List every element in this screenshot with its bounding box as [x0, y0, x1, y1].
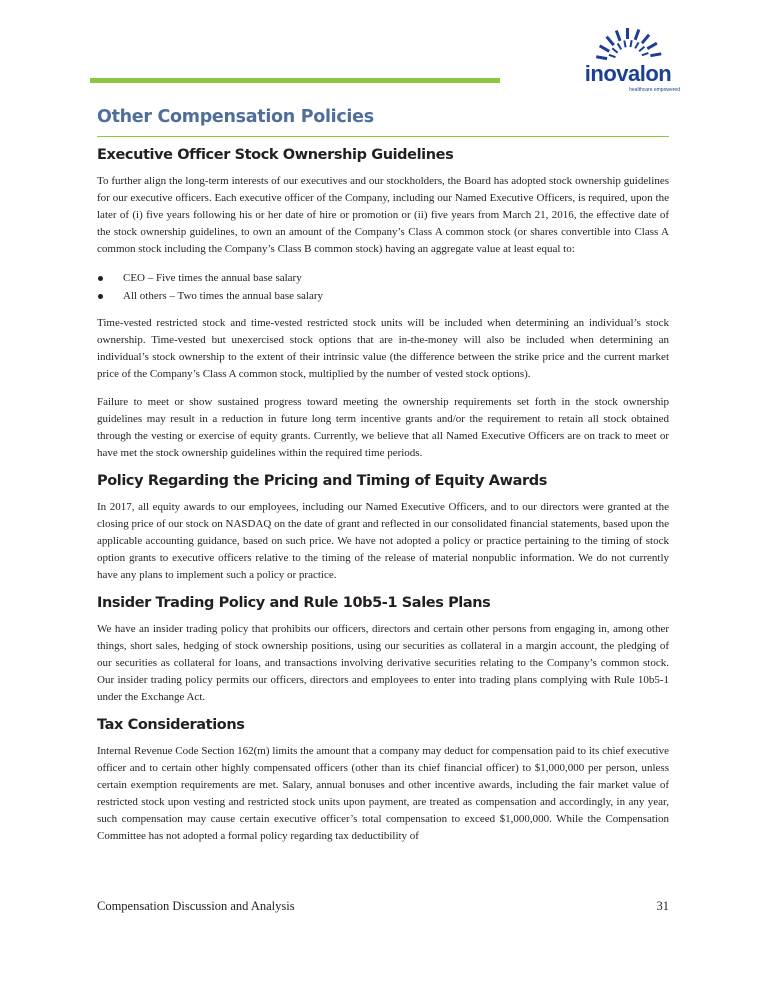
paragraph: We have an insider trading policy that prohibits our officers, directors and certain other persons from engaging in, among other things, short sales, hedging of stock ownership positions, using our securities as collateral in a margin account, the pledging of our securities as collateral for loans, and transactions involving derivative securities relating to the Company’s common stock. Our insider trading policy permits our officers, directors and employees to enter into trading plans complying with Rule 10b5-1 under the Exchange Act. — [97, 623, 669, 703]
page-title: Other Compensation Policies — [97, 107, 374, 127]
list-item-text: All others – Two times the annual base salary — [123, 290, 324, 302]
bullet-icon — [98, 276, 103, 281]
logo-wordmark: inovalon — [584, 61, 672, 86]
footer-section-label: Compensation Discussion and Analysis — [97, 899, 295, 913]
section-heading: Insider Trading Policy and Rule 10b5-1 Sales Plans — [97, 595, 491, 611]
page-number: 31 — [656, 899, 669, 913]
section-heading: Executive Officer Stock Ownership Guidelines — [97, 147, 454, 163]
paragraph: Failure to meet or show sustained progress toward meeting the ownership requirements set forth in the stock ownership guidelines may result in a reduction in future long term incentive grants and/or the requirement to retain all stock obtained through the vesting or exercise of equity grants. Currently, we believe that all Named Executive Officers are on track to meet or have met the stock ownership guidelines within the required time periods. — [97, 396, 669, 459]
paragraph: Time-vested restricted stock and time-vested restricted stock units will be included when determining an individual’s stock ownership. Time-vested but unexercised stock options that are in-the-money will also be included when determining an individual’s stock ownership to the extent of their intrinsic value (the difference between the strike price and the current market price of the Company’s Class A common stock, multiplied by the number of vested stock options). — [97, 317, 669, 380]
list-item — [97, 269, 669, 287]
paragraph: In 2017, all equity awards to our employees, including our Named Executive Officers, and to our directors were granted at the closing price of our stock on NASDAQ on the date of grant and reflected in our consolidated financial statements, based upon the applicable accounting guidance, based on such price. We have not adopted a policy or practice pertaining to the timing of stock option grants to executive officers relative to the timing of the release of material nonpublic information. We do not currently have any plans to implement such a policy or practice. — [97, 501, 669, 581]
document-body — [97, 147, 669, 856]
section-equity-awards — [97, 473, 669, 584]
section-tax-considerations — [97, 717, 669, 845]
paragraph: To further align the long-term interests of our executives and our stockholders, the Board has adopted stock ownership guidelines for our executive officers. Each executive officer of the Company, including our Named Executive Officers, is required, upon the later of (i) five years following his or her date of hire or promotion or (ii) five years from March 21, 2016, the effective date of the stock ownership guidelines, to own an amount of the Company’s Class A common stock (or shares convertible into Class A common stock including the Company’s Class B common stock) having an aggregate value at least equal to: — [97, 175, 669, 255]
section-heading: Tax Considerations — [97, 717, 245, 733]
company-logo — [576, 28, 682, 96]
logo-tagline: healthcare empowered — [629, 87, 680, 93]
paragraph: Internal Revenue Code Section 162(m) limits the amount that a company may deduct for compensation paid to its chief executive officer and to certain other highly compensated officers (other than its chief financial officer) to $1,000,000 per person, unless certain exemption requirements are met. Salary, annual bonuses and other incentive awards, including the fair market value of restricted stock upon vesting and restricted stock units upon payment, are treated as compensation and accordingly, in any year, such compensation may cause certain executive officer’s total compensation to exceed $1,000,000. While the Compensation Committee has not adopted a formal policy regarding tax deductibility of — [97, 745, 669, 842]
bullet-list — [97, 269, 669, 305]
title-divider — [97, 136, 669, 137]
section-stock-ownership — [97, 147, 669, 462]
list-item-text: CEO – Five times the annual base salary — [123, 272, 302, 284]
section-heading: Policy Regarding the Pricing and Timing of Equity Awards — [97, 473, 547, 489]
bullet-icon — [98, 294, 103, 299]
list-item — [97, 287, 669, 305]
section-insider-trading — [97, 595, 669, 706]
header-accent-rule — [90, 78, 500, 83]
